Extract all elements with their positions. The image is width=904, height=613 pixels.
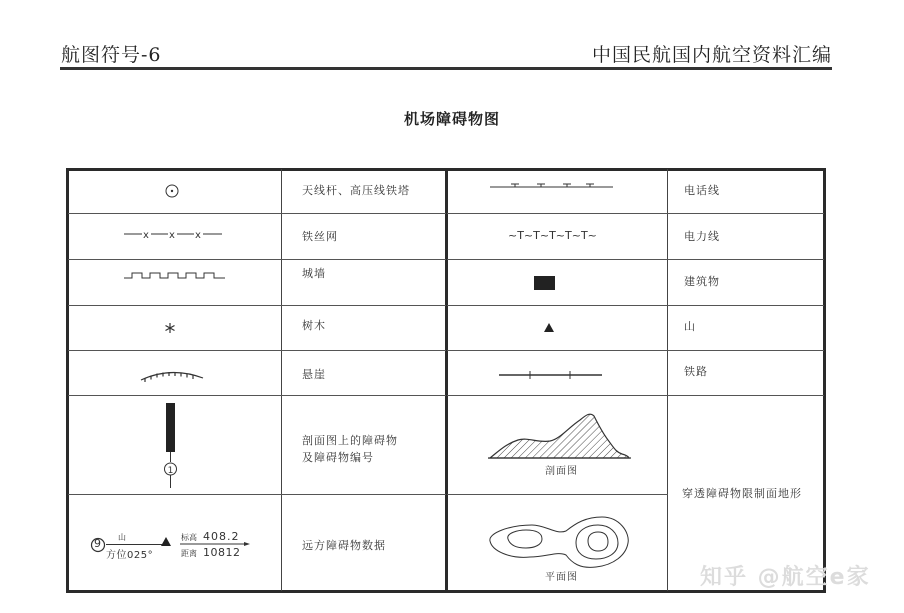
label-mountain: 山: [684, 320, 696, 333]
distance-label: 距离: [181, 549, 197, 558]
mountain-triangle-icon: [161, 537, 171, 546]
obstacle-type: 山: [118, 533, 126, 542]
antenna-tower-icon: [164, 183, 180, 199]
distance-value: 10812: [203, 546, 241, 559]
power-line-icon: ~T~T~T~T~T~: [508, 229, 597, 242]
header-right-title: 中国民航国内航空资料汇编: [591, 44, 832, 66]
page-title: 机场障碍物图: [403, 110, 500, 128]
mountain-icon: [544, 323, 554, 332]
label-power-line: 电力线: [684, 230, 720, 243]
obstacle-index: 9: [94, 537, 101, 550]
terrain-plan-icon: [486, 515, 634, 571]
distant-obstacle-data-icon: [90, 532, 260, 564]
row-divider: [68, 259, 446, 260]
row-divider: [447, 213, 824, 214]
label-telephone-line: 电话线: [684, 184, 720, 197]
row-divider: [447, 305, 824, 306]
cliff-icon: [139, 366, 205, 386]
row-divider: [68, 395, 446, 396]
tree-icon: [164, 322, 176, 334]
label-profile-obstacle-line2: 及障碍物编号: [302, 451, 374, 464]
label-railway: 铁路: [684, 365, 708, 378]
svg-text:x: x: [169, 230, 175, 240]
caption-plan: 平面图: [545, 572, 578, 583]
elevation-value: 408.2: [203, 530, 240, 543]
row-divider: [68, 305, 446, 306]
label-terrain-penetrating-obstacle-surface: 穿透障碍物限制面地形: [682, 487, 802, 500]
row-divider: [447, 395, 824, 396]
left-column-divider: [281, 169, 282, 591]
label-city-wall: 城墙: [302, 267, 326, 280]
telephone-line-icon: [490, 182, 614, 192]
row-divider: [447, 494, 668, 495]
terrain-profile-icon: [488, 410, 632, 460]
label-distant-obstacle-data: 远方障碍物数据: [302, 539, 386, 552]
label-barbed-wire: 铁丝网: [302, 230, 338, 243]
header-rule: [60, 67, 832, 70]
row-divider: [447, 259, 824, 260]
watermark: 知乎 @航空e家: [700, 565, 871, 590]
label-cliff: 悬崖: [302, 368, 326, 381]
svg-text:x: x: [143, 230, 149, 240]
caption-profile: 剖面图: [545, 466, 578, 477]
label-profile-obstacle-line1: 剖面图上的障碍物: [302, 434, 398, 447]
obstacle-bearing: 方位025°: [106, 550, 154, 561]
label-antenna: 天线杆、高压线铁塔: [302, 184, 410, 197]
center-divider: [445, 169, 448, 591]
row-divider: [447, 350, 824, 351]
city-wall-icon: [124, 269, 226, 281]
obstacle-number: 1: [167, 466, 174, 476]
row-divider: [68, 213, 446, 214]
barbed-wire-icon: [124, 228, 224, 240]
right-column-divider: [667, 169, 668, 591]
svg-text:x: x: [195, 230, 201, 240]
profile-obstacle-icon: [160, 402, 180, 490]
row-divider: [68, 494, 446, 495]
row-divider: [68, 350, 446, 351]
label-tree: 树木: [302, 319, 326, 332]
building-icon: [534, 276, 555, 290]
label-building: 建筑物: [684, 275, 720, 288]
elevation-label: 标高: [181, 533, 197, 542]
header-left-title: 航图符号-6: [61, 44, 162, 66]
railway-icon: [499, 370, 603, 380]
fraction-line: [106, 544, 162, 545]
